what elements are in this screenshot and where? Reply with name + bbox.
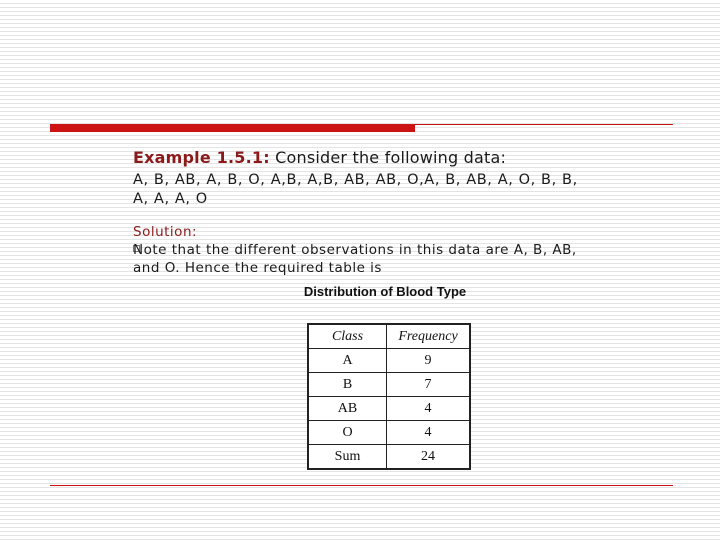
- solution-block: [133, 223, 693, 277]
- table-row: [308, 397, 470, 421]
- cell-frequency: 24: [387, 445, 471, 470]
- cell-frequency: 7: [387, 373, 471, 397]
- cell-class: AB: [308, 397, 387, 421]
- solution-label: Solution:: [133, 224, 198, 240]
- cell-class: O: [308, 421, 387, 445]
- header-class: Class: [308, 324, 387, 349]
- top-red-bar: [50, 124, 415, 132]
- table-row: [308, 421, 470, 445]
- example-heading: [133, 148, 693, 167]
- cell-class: Sum: [308, 445, 387, 470]
- data-line-1: A, B, AB, A, B, O, A,B, A,B, AB, AB, O,A, B, AB, A, O, B, B,: [133, 172, 578, 188]
- bottom-red-line: [50, 485, 673, 486]
- solution-line-1: Note that the different observations in this data are A, B, AB,: [133, 242, 577, 258]
- example-label: Consider the following data:: [269, 148, 507, 167]
- data-line-2: A, A, A, O: [133, 191, 208, 207]
- cell-class: A: [308, 349, 387, 373]
- cell-frequency: 4: [387, 397, 471, 421]
- table-row: [308, 349, 470, 373]
- table-caption: Distribution of Blood Type: [303, 284, 467, 299]
- cell-frequency: 9: [387, 349, 471, 373]
- header-frequency: Frequency: [387, 324, 471, 349]
- solution-line-2: and O. Hence the required table is: [133, 260, 382, 276]
- example-title: Example 1.5.1:: [133, 148, 270, 167]
- frequency-table: [307, 323, 471, 470]
- table-row: [308, 373, 470, 397]
- table-header-row: [308, 324, 470, 349]
- table-row-sum: [308, 445, 470, 470]
- cell-frequency: 4: [387, 421, 471, 445]
- data-observations: [133, 171, 693, 209]
- top-red-line: [415, 124, 673, 125]
- cell-class: B: [308, 373, 387, 397]
